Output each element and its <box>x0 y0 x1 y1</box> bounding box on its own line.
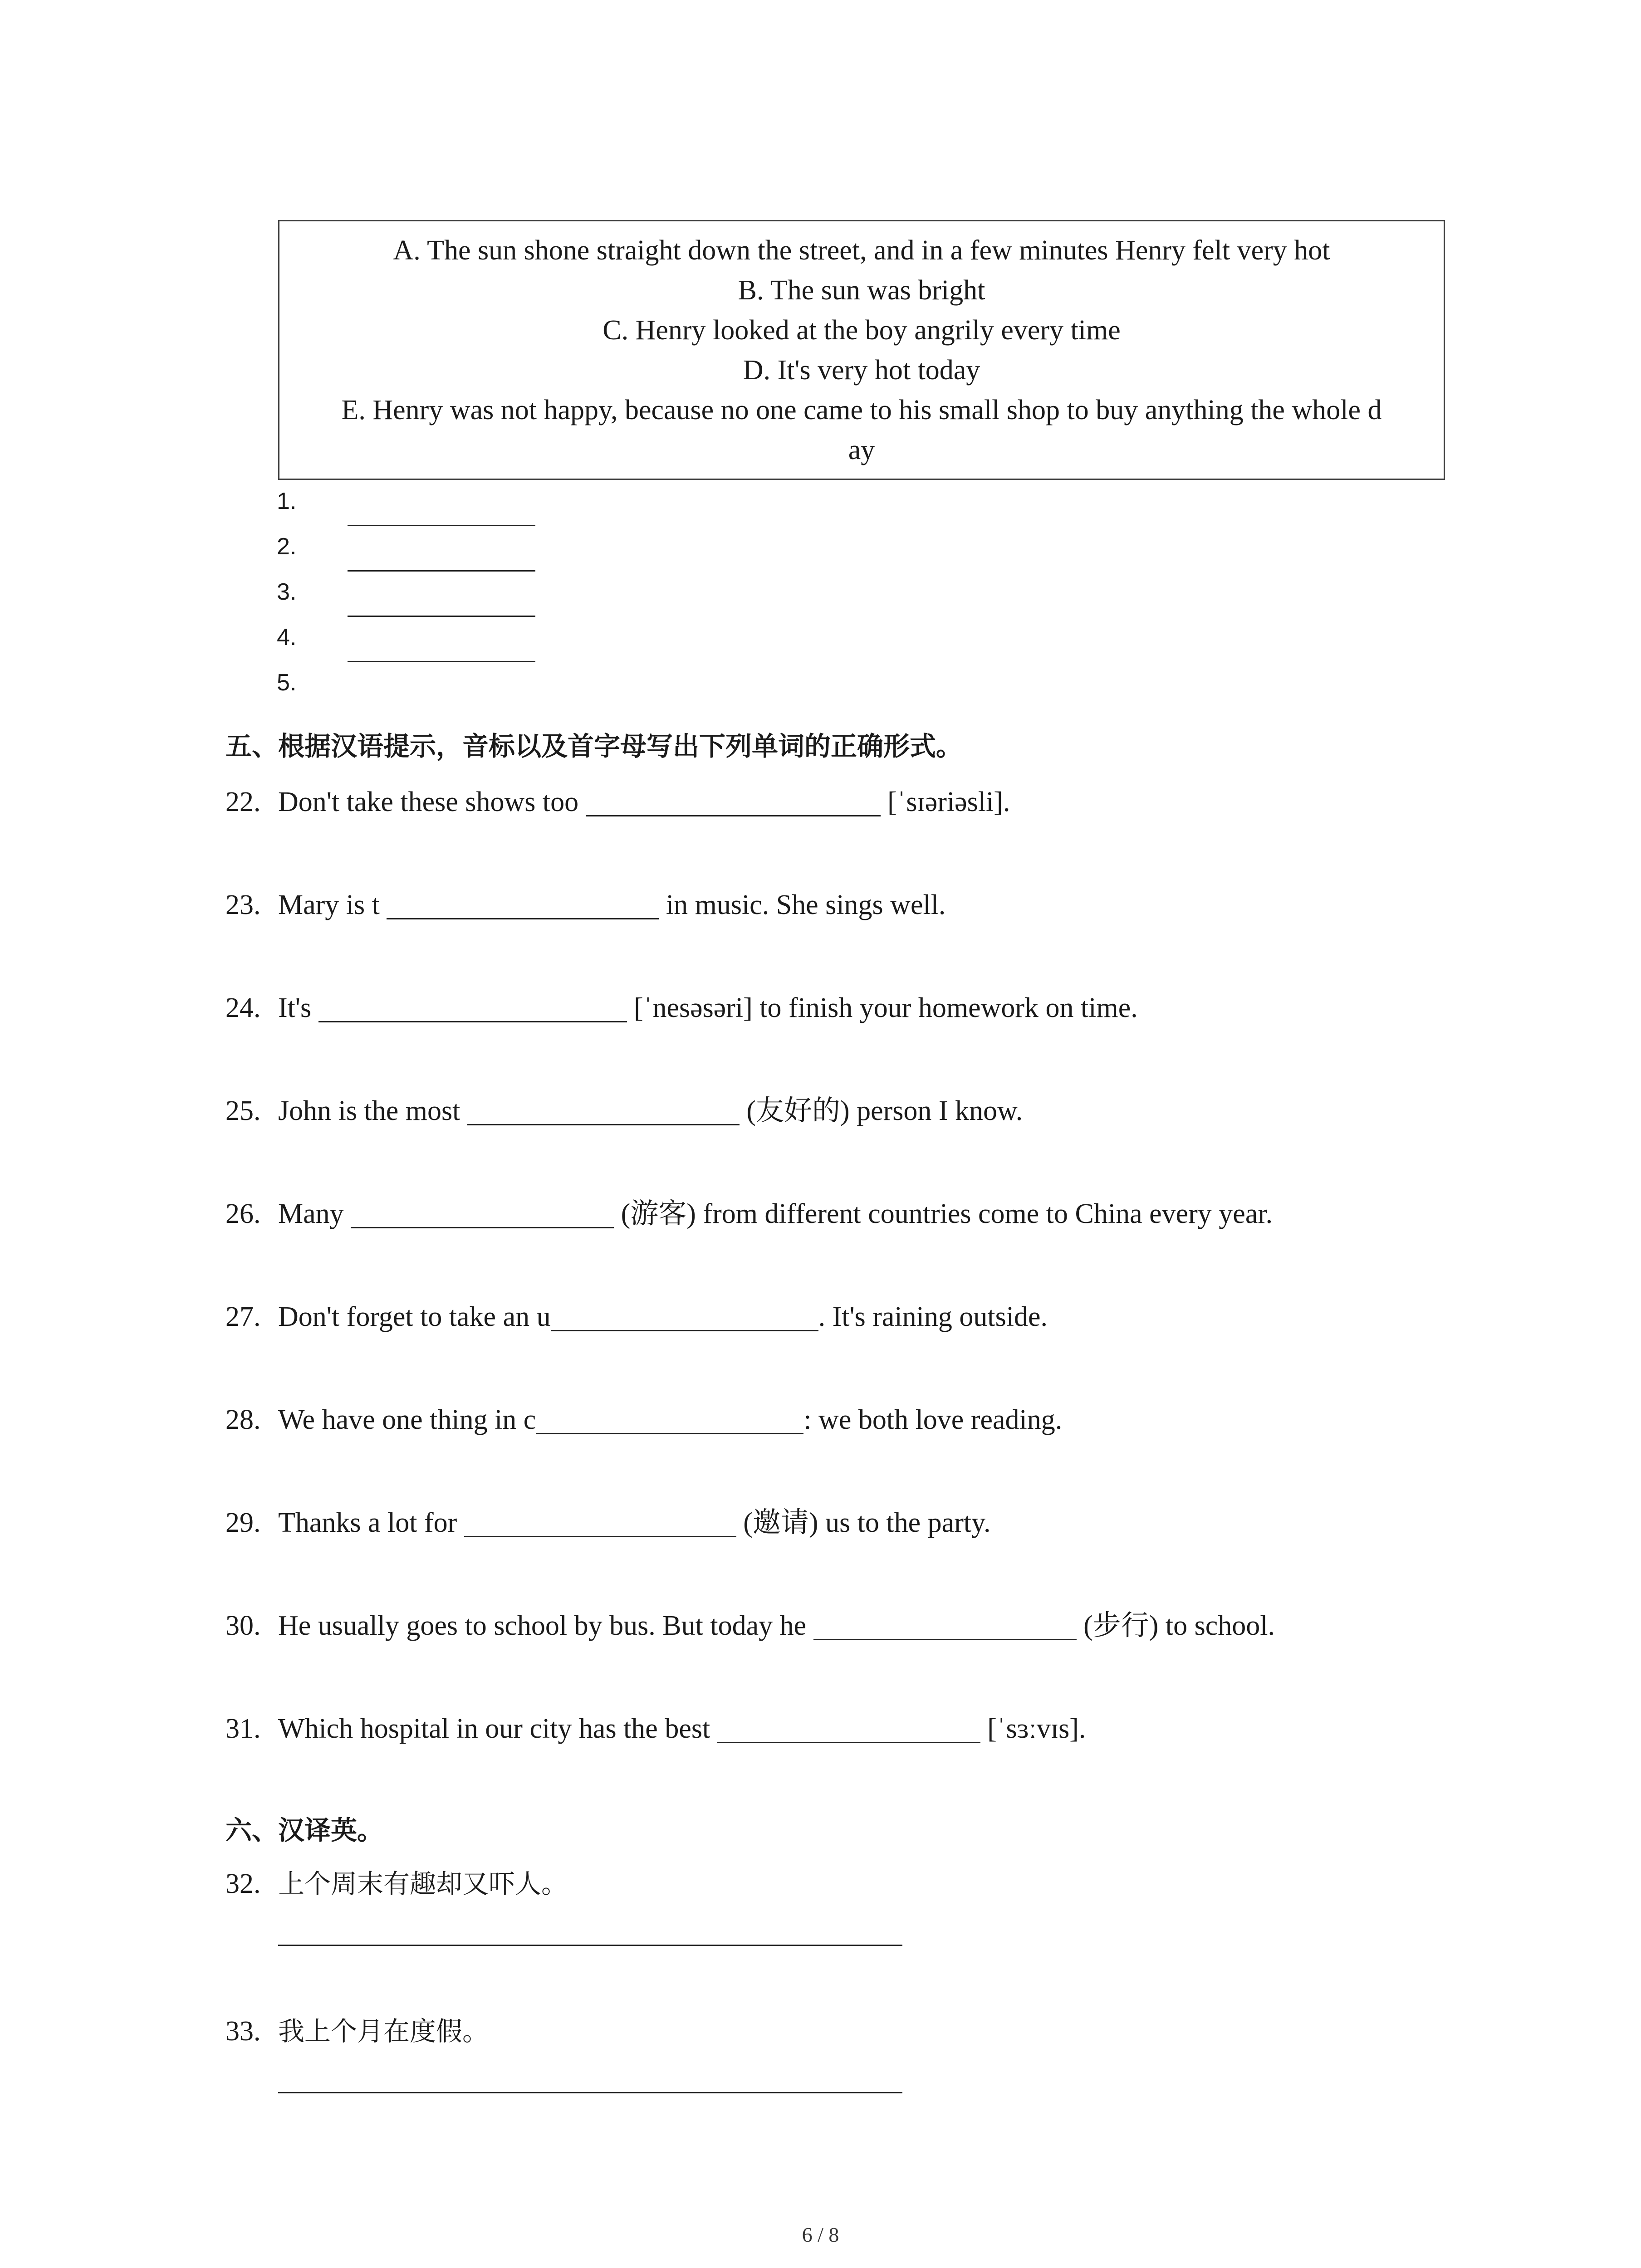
question-number: 29. <box>225 1507 261 1538</box>
question-32 <box>0 1867 1641 1903</box>
question-29 <box>0 1505 1641 1542</box>
question-27 <box>0 1300 1641 1336</box>
question-text: [ˈsɜːvɪs]. <box>980 1713 1086 1744</box>
answer-blank-3[interactable] <box>348 616 535 617</box>
question-text: (步行) to school. <box>1076 1610 1275 1641</box>
answer-number: 2. <box>277 533 297 560</box>
fill-blank[interactable] <box>717 1716 980 1743</box>
question-text: (友好的) person I know. <box>739 1095 1023 1126</box>
fill-blank[interactable] <box>536 1408 803 1434</box>
question-text: : we both love reading. <box>803 1404 1063 1435</box>
page-number: 6 / 8 <box>802 2223 839 2246</box>
question-text: 我上个月在度假。 <box>278 2016 489 2047</box>
question-number: 22. <box>225 787 261 817</box>
question-number: 33. <box>225 2016 261 2047</box>
question-number: 32. <box>225 1868 261 1899</box>
question-number: 27. <box>225 1301 261 1332</box>
answer-number: 1. <box>277 488 297 514</box>
question-text: Thanks a lot for <box>278 1507 464 1538</box>
question-text: (邀请) us to the party. <box>736 1507 991 1538</box>
fill-blank[interactable] <box>387 893 659 919</box>
question-25 <box>0 1094 1641 1130</box>
fill-blank[interactable] <box>813 1613 1077 1640</box>
options-box <box>278 220 1445 480</box>
answer-blank-1[interactable] <box>348 525 535 526</box>
question-text: John is the most <box>278 1095 467 1126</box>
question-31 <box>0 1711 1641 1748</box>
fill-blank[interactable] <box>464 1510 736 1537</box>
answer-number: 3. <box>277 579 297 605</box>
question-number: 30. <box>225 1610 261 1641</box>
option-e: E. Henry was not happy, because no one came to his small shop to buy anything the whole d <box>341 395 1382 425</box>
translation-answer-line[interactable] <box>278 1945 902 1946</box>
option-e-cont: ay <box>848 435 875 465</box>
fill-blank[interactable] <box>586 790 881 816</box>
answer-blank-4[interactable] <box>348 661 535 662</box>
question-number: 26. <box>225 1198 261 1229</box>
question-text: Mary is t <box>278 890 387 920</box>
question-text: It's <box>278 992 318 1023</box>
answer-number: 4. <box>277 624 297 650</box>
option-d: D. It's very hot today <box>743 355 980 386</box>
section-6-heading: 六、汉译英。 <box>225 1815 384 1846</box>
question-number: 31. <box>225 1713 261 1744</box>
question-26 <box>0 1197 1641 1233</box>
option-a: A. The sun shone straight down the street, and in a few minutes Henry felt very hot <box>393 235 1330 266</box>
fill-blank[interactable] <box>318 996 627 1022</box>
fill-blank[interactable] <box>351 1202 614 1228</box>
question-text: . It's raining outside. <box>818 1301 1048 1332</box>
question-text: in music. She sings well. <box>659 890 946 920</box>
fill-blank[interactable] <box>467 1099 740 1125</box>
option-c: C. Henry looked at the boy angrily every time <box>603 315 1121 346</box>
fill-blank[interactable] <box>551 1305 818 1331</box>
question-22 <box>0 785 1641 821</box>
question-number: 28. <box>225 1404 261 1435</box>
translation-answer-line[interactable] <box>278 2092 902 2093</box>
question-24 <box>0 991 1641 1027</box>
question-text: Many <box>278 1198 351 1229</box>
question-33 <box>0 2014 1641 2050</box>
question-text: He usually goes to school by bus. But today he <box>278 1610 813 1641</box>
question-text: (游客) from different countries come to China every year. <box>614 1198 1273 1229</box>
question-text: We have one thing in c <box>278 1404 536 1435</box>
question-text: Don't take these shows too <box>278 787 586 817</box>
question-28 <box>0 1403 1641 1439</box>
question-text: Which hospital in our city has the best <box>278 1713 717 1744</box>
question-text: [ˈsɪəriəsli]. <box>880 787 1010 817</box>
question-text: 上个周末有趣却又吓人。 <box>278 1868 568 1899</box>
question-23 <box>0 888 1641 924</box>
question-number: 25. <box>225 1095 261 1126</box>
section-5-heading: 五、根据汉语提示，音标以及首字母写出下列单词的正确形式。 <box>225 731 963 762</box>
question-30 <box>0 1608 1641 1645</box>
question-number: 23. <box>225 890 261 920</box>
question-number: 24. <box>225 992 261 1023</box>
option-b: B. The sun was bright <box>738 275 985 306</box>
answer-number: 5. <box>277 670 297 696</box>
question-text: [ˈnesəsəri] to finish your homework on time. <box>627 992 1138 1023</box>
answer-blank-2[interactable] <box>348 570 535 572</box>
question-text: Don't forget to take an u <box>278 1301 551 1332</box>
